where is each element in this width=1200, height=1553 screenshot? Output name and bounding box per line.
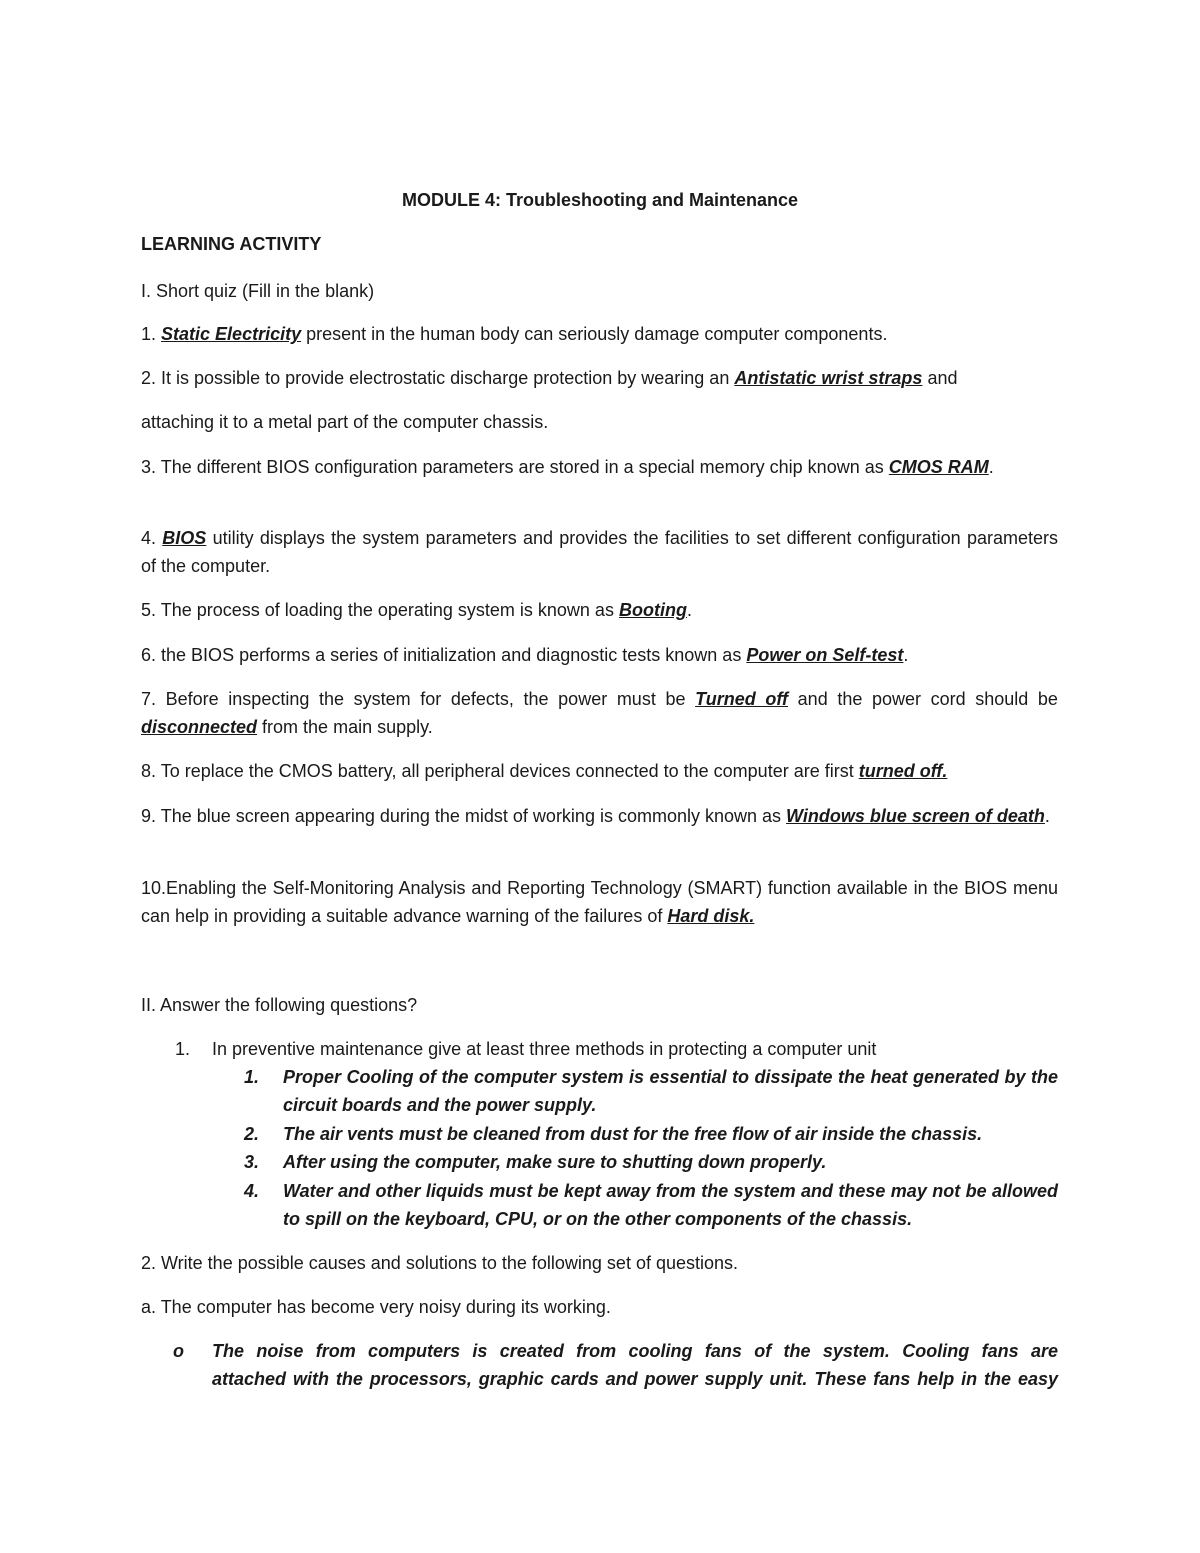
bullet-text-line-1: The noise from computers is created from cooling fans of the system. Cooling fans are	[212, 1341, 1058, 1361]
answer-cmos-ram: CMOS RAM	[888, 457, 989, 477]
item-number: 1.	[244, 1067, 260, 1087]
item-number: 2.	[141, 368, 157, 388]
item-text: Enabling the Self-Monitoring Analysis and Reporting Technology (SMART) function available in the BIOS menu can help in providing a suitable advance warning of the failures of	[141, 878, 1058, 926]
item-number: 2.	[244, 1124, 260, 1144]
quiz-item-7	[141, 685, 1058, 741]
item-text: The different BIOS configuration parameters are stored in a special memory chip known as	[160, 457, 884, 477]
answer-power-on-self-test: Power on Self-test	[746, 645, 904, 665]
item-text: The process of loading the operating system is known as	[160, 600, 614, 620]
quiz-item-6	[141, 641, 1058, 669]
answer-bios: BIOS	[162, 528, 207, 548]
quiz-item-2	[141, 364, 1058, 392]
answer-static-electricity: Static Electricity	[161, 324, 302, 344]
item-text: .	[903, 645, 909, 665]
bullet-text-line-2: attached with the processors, graphic cards and power supply unit. These fans help in the easy	[212, 1369, 1058, 1389]
answer-turned-off-battery: turned off.	[858, 761, 948, 781]
item-text: the BIOS performs a series of initialization and diagnostic tests known as	[161, 645, 742, 665]
item-number: 1.	[141, 324, 157, 344]
part2-heading: II. Answer the following questions?	[141, 995, 418, 1015]
item-number: 9.	[141, 806, 157, 826]
item-number: 4.	[244, 1181, 260, 1201]
item-text: .	[988, 457, 994, 477]
quiz-item-5	[141, 596, 1058, 624]
answer-turned-off: Turned off	[695, 689, 789, 709]
item-number: 1.	[175, 1039, 191, 1059]
quiz-item-4	[141, 524, 1058, 580]
question-2a: a. The computer has become very noisy during its working.	[141, 1297, 611, 1317]
part1-heading: I. Short quiz (Fill in the blank)	[141, 281, 375, 301]
answer-disconnected: disconnected	[141, 717, 258, 737]
item-text: Before inspecting the system for defects, the power must be	[165, 689, 686, 709]
quiz-item-1	[141, 320, 1058, 348]
answer-booting: Booting	[618, 600, 687, 620]
item-number: 4.	[141, 528, 157, 548]
method-item-3	[244, 1148, 1058, 1176]
item-number: 3.	[244, 1152, 260, 1172]
item-text: and the power cord should be	[797, 689, 1058, 709]
item-text: .	[1044, 806, 1050, 826]
item-number: 8.	[141, 761, 157, 781]
answer-bullet	[171, 1337, 1058, 1393]
answer-antistatic-wrist-straps: Antistatic wrist straps	[734, 368, 923, 388]
method-item-1	[244, 1063, 1058, 1119]
method-item-2	[244, 1120, 1058, 1148]
quiz-item-8	[141, 757, 1058, 785]
item-text: The blue screen appearing during the midst of working is commonly known as	[160, 806, 782, 826]
item-text: After using the computer, make sure to shutting down properly.	[283, 1152, 827, 1172]
item-text: present in the human body can seriously damage computer components.	[306, 324, 888, 344]
quiz-item-10	[141, 874, 1058, 930]
item-text: It is possible to provide electrostatic discharge protection by wearing an	[161, 368, 730, 388]
item-number: 5.	[141, 600, 157, 620]
item-number: 10.	[141, 878, 167, 898]
item-text: To replace the CMOS battery, all peripheral devices connected to the computer are first	[160, 761, 854, 781]
page-title: MODULE 4: Troubleshooting and Maintenance	[401, 190, 799, 210]
item-text: Proper Cooling of the computer system is essential to dissipate the heat generated by the circuit boards and the power supply.	[283, 1067, 1058, 1115]
answer-hard-disk: Hard disk.	[667, 906, 755, 926]
question-2: 2. Write the possible causes and solutions to the following set of questions.	[141, 1253, 739, 1273]
learning-activity-heading: LEARNING ACTIVITY	[141, 234, 322, 254]
bullet-icon: o	[173, 1341, 184, 1361]
item-text: and	[927, 368, 958, 388]
question-1	[171, 1035, 1058, 1063]
quiz-item-3	[141, 453, 1058, 481]
answer-windows-blue-screen: Windows blue screen of death	[786, 806, 1045, 826]
item-text: The air vents must be cleaned from dust for the free flow of air inside the chassis.	[283, 1124, 983, 1144]
item-text: utility displays the system parameters and provides the facilities to set different configuration parameters of the computer.	[141, 528, 1058, 576]
item-text: Water and other liquids must be kept away from the system and these may not be allowed to spill on the keyboard, CPU, or on the other components of the chassis.	[283, 1181, 1058, 1229]
method-item-4	[244, 1177, 1058, 1233]
item-text: In preventive maintenance give at least three methods in protecting a computer unit	[212, 1039, 877, 1059]
quiz-item-9	[141, 802, 1058, 830]
item-number: 6.	[141, 645, 157, 665]
item-number: 7.	[141, 689, 157, 709]
quiz-item-2-continued: attaching it to a metal part of the computer chassis.	[141, 412, 549, 432]
item-text: .	[686, 600, 692, 620]
item-number: 3.	[141, 457, 157, 477]
item-text: from the main supply.	[262, 717, 433, 737]
